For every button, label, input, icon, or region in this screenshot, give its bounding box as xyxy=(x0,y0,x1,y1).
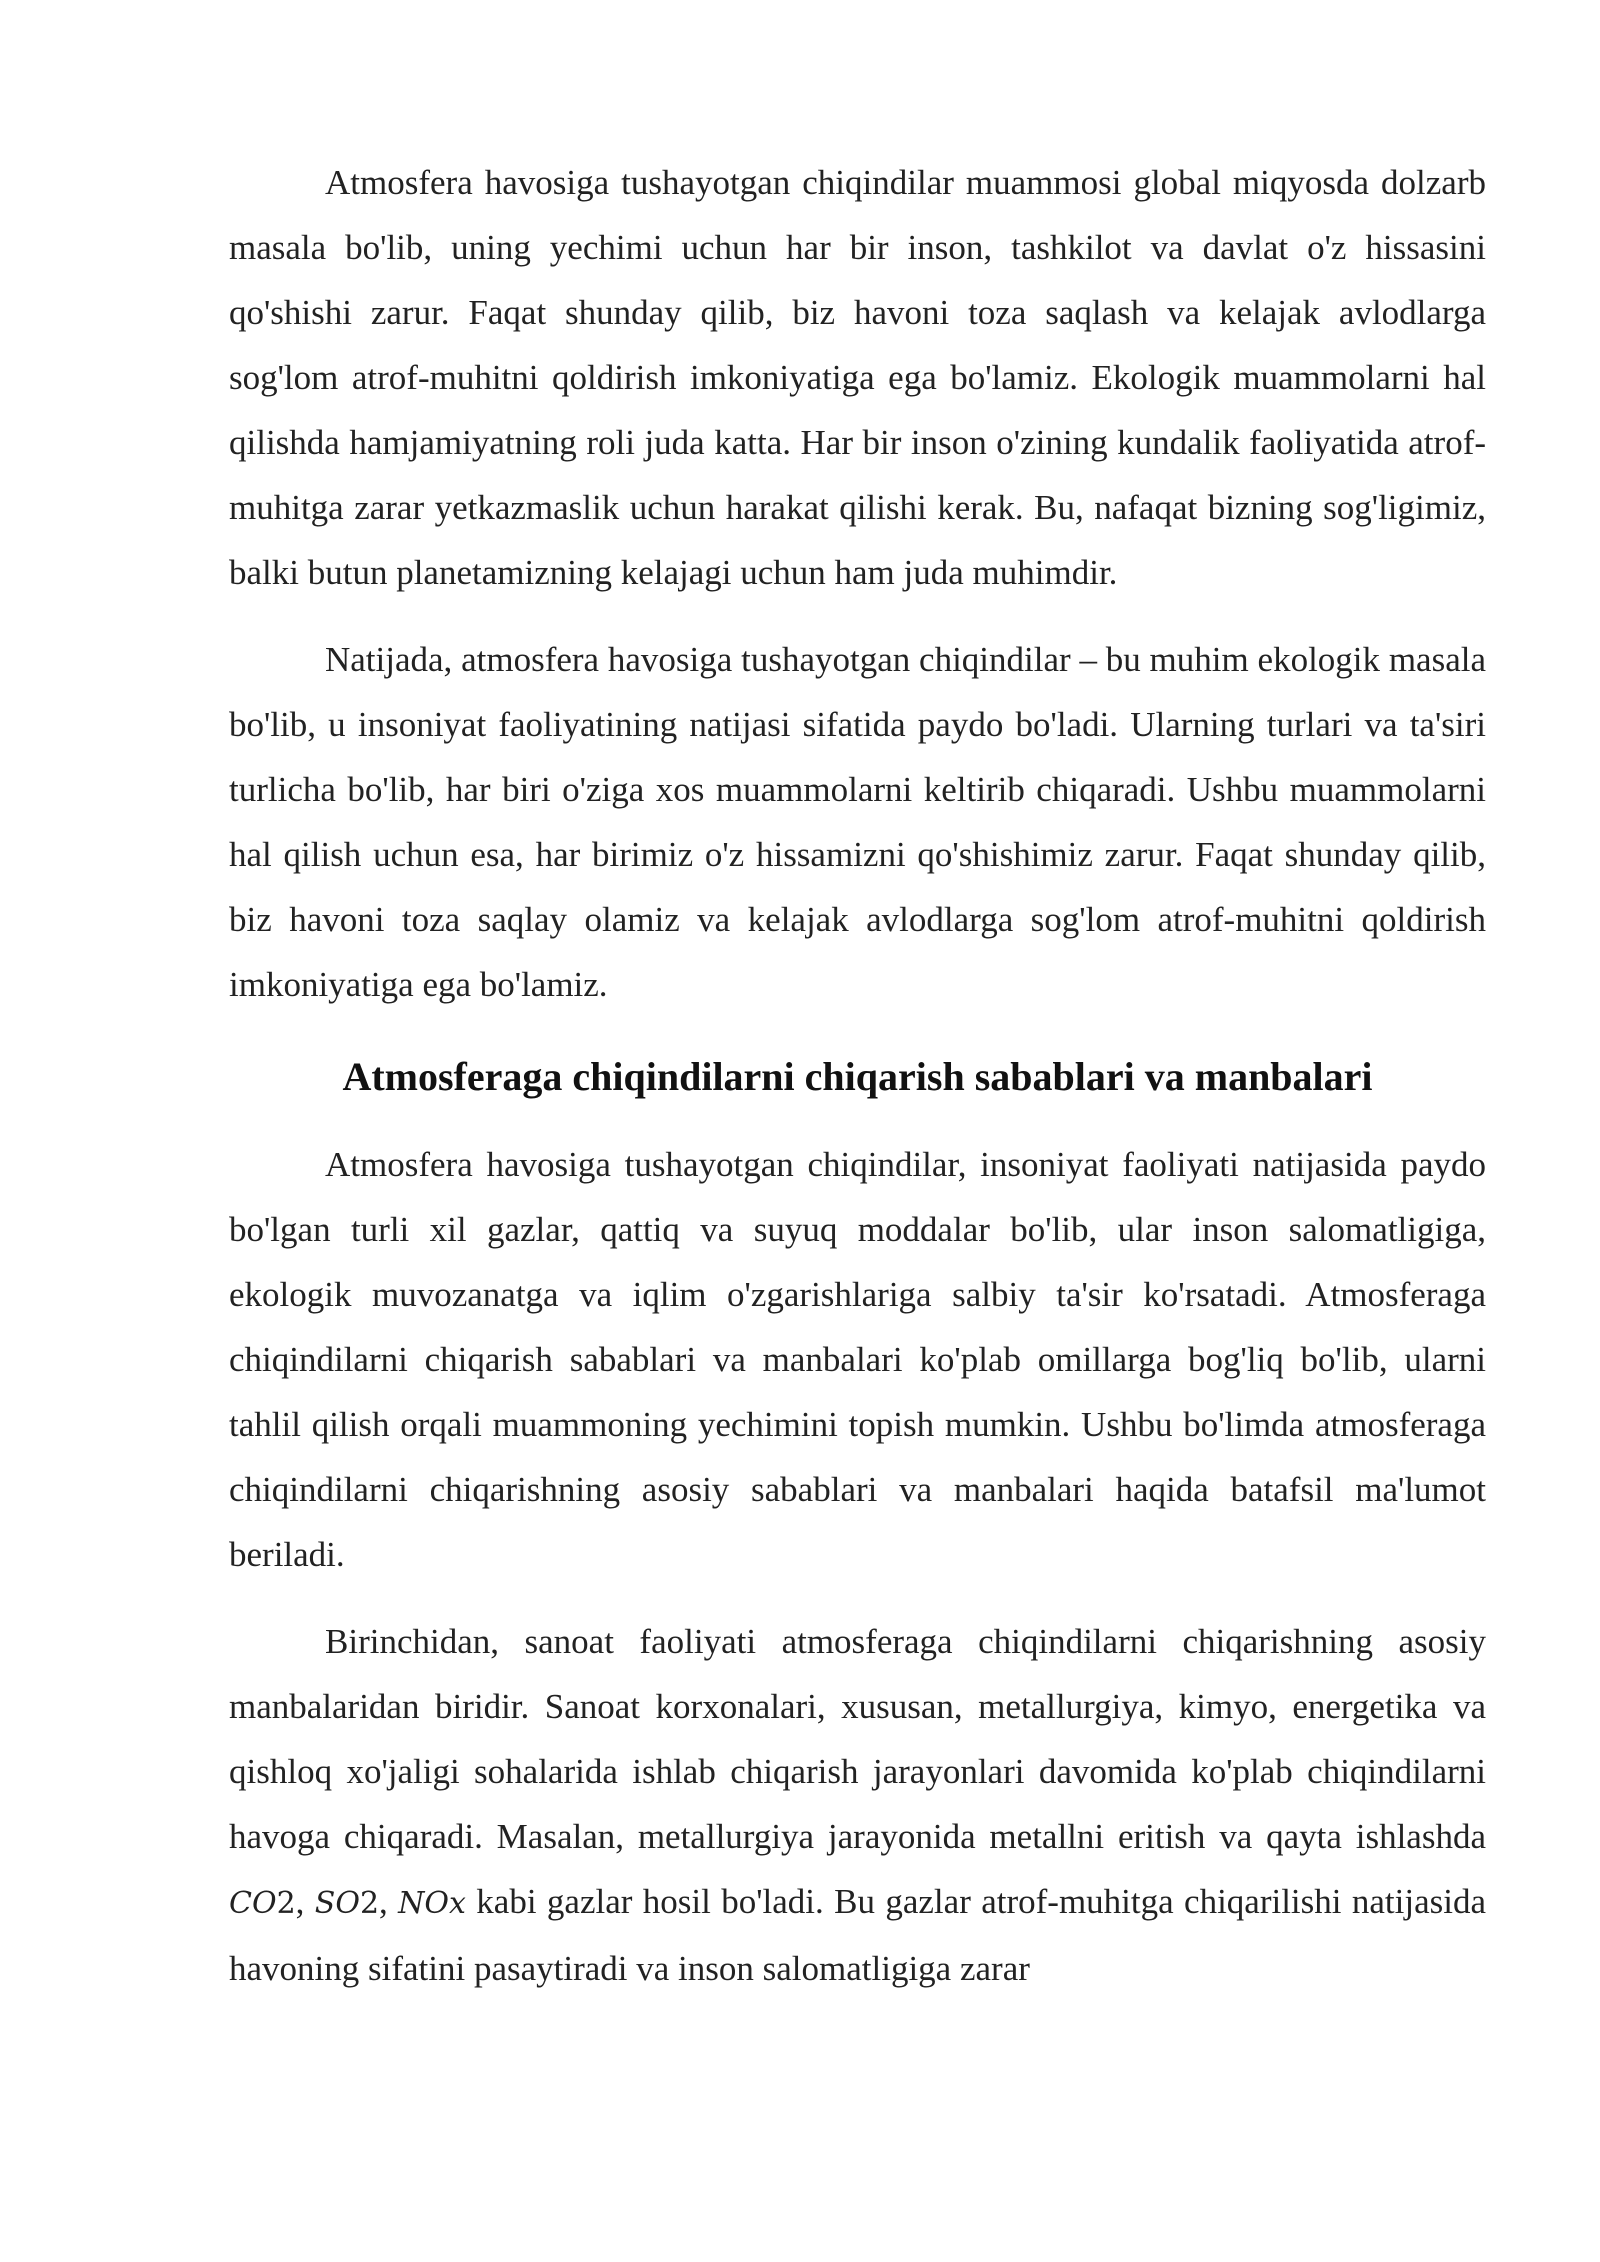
section-heading: Atmosferaga chiqindilarni chiqarish sabablari va manbalari xyxy=(342,1054,1373,1099)
formula-so2 xyxy=(315,1886,379,1921)
formula-co2-base: CO xyxy=(229,1886,277,1921)
formula-so2-digit: 2 xyxy=(359,1886,380,1921)
paragraph-text-before-formulas: Birinchidan, sanoat faoliyati atmosferaga chiqindilarni chiqarishning asosiy manbalaridan biridir. Sanoat korxonalari, xususan, metallurgiya, kimyo, energetika va qishloq xo'jaligi sohalarida ishlab chiqarish jarayonlari davomida ko'plab chiqindilarni havoga chiqaradi. Masalan, metallurgiya jarayonida metallni eritish va qayta ishlashda xyxy=(229,1622,1486,1856)
paragraph-1: Atmosfera havosiga tushayotgan chiqindilar muammosi global miqyosda dolzarb masala bo'lib, uning yechimi uchun har bir inson, tashkilot va davlat o'z hissasini qo'shishi zarur. Faqat shunday qilib, biz havoni toza saqlash va kelajak avlodlarga sog'lom atrof-muhitni qoldirish imkoniyatiga ega bo'lamiz. Ekologik muammolarni hal qilishda hamjamiyatning roli juda katta. Har bir inson o'zining kundalik faoliyatida atrof-muhitga zarar yetkazmaslik uchun harakat qilishi kerak. Bu, nafaqat bizning sog'ligimiz, balki butun planetamizning kelajagi uchun ham juda muhimdir. xyxy=(229,163,1486,592)
section-paragraph-2 xyxy=(229,1609,1486,2001)
formula-co2-digit: 2 xyxy=(276,1886,296,1921)
formula-co2 xyxy=(229,1886,296,1921)
formula-nox: NOx xyxy=(398,1886,466,1921)
formula-separator-2: , xyxy=(379,1882,399,1921)
formula-so2-base: SO xyxy=(314,1886,360,1921)
formula-separator-1: , xyxy=(295,1882,315,1921)
document-body xyxy=(229,150,1486,2023)
section-paragraph-1: Atmosfera havosiga tushayotgan chiqindilar, insoniyat faoliyati natijasida paydo bo'lgan turli xil gazlar, qattiq va suyuq moddalar bo'lib, ular inson salomatligiga, ekologik muvozanatga va iqlim o'zgarishlariga salbiy ta'sir ko'rsatadi. Atmosferaga chiqindilarni chiqarish sabablari va manbalari ko'plab omillarga bog'liq bo'lib, ularni tahlil qilish orqali muammoning yechimini topish mumkin. Ushbu bo'limda atmosferaga chiqindilarni chiqarishning asosiy sabablari va manbalari haqida batafsil ma'lumot beriladi. xyxy=(229,1145,1486,1574)
paragraph-2: Natijada, atmosfera havosiga tushayotgan chiqindilar – bu muhim ekologik masala bo'lib, u insoniyat faoliyatining natijasi sifatida paydo bo'ladi. Ularning turlari va ta'siri turlicha bo'lib, har biri o'ziga xos muammolarni keltirib chiqaradi. Ushbu muammolarni hal qilish uchun esa, har birimiz o'z hissamizni qo'shishimiz zarur. Faqat shunday qilib, biz havoni toza saqlay olamiz va kelajak avlodlarga sog'lom atrof-muhitni qoldirish imkoniyatiga ega bo'lamiz. xyxy=(229,640,1486,1004)
paragraph-text-after-formulas: kabi gazlar hosil bo'ladi. Bu gazlar atrof-muhitga chiqarilishi natijasida havoning sifatini pasaytiradi va inson salomatligiga zarar xyxy=(229,1882,1486,1988)
